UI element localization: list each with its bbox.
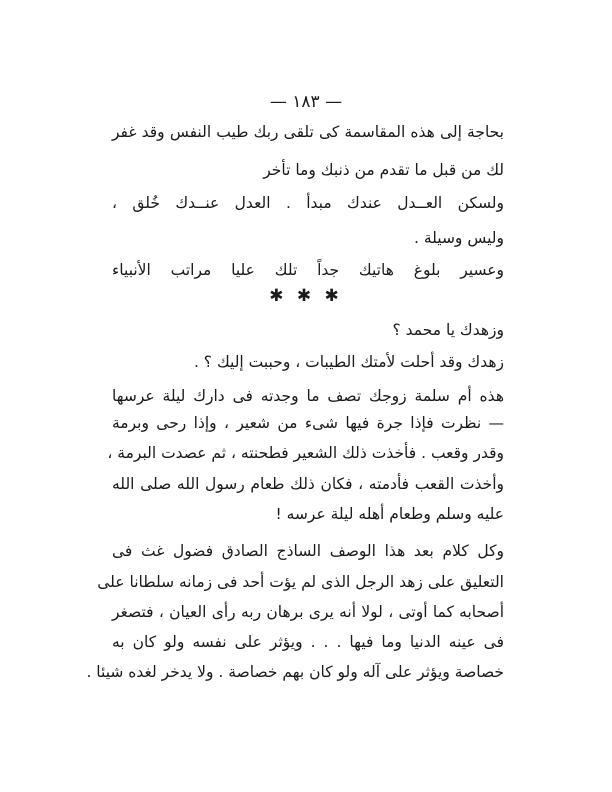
- text-line: التعليق على زهد الرجل الذى لم يؤت أحد فى زمانه سلطانا على: [97, 573, 504, 591]
- text-line: ولسكن العــدل عندك مبدأ . العدل عنــدك خُلق ،: [112, 194, 504, 212]
- section-separator: ✱ ✱ ✱: [269, 286, 343, 306]
- text-line: وأخذت القعب فأدمته ، فكان ذلك طعام رسول الله صلى الله: [112, 475, 504, 493]
- page-number: — ١٨٣ —: [269, 92, 343, 112]
- text-line: لك من قبل ما تقدم من ذنبك وما تأخر: [263, 161, 504, 179]
- text-line: وزهدك يا محمد ؟: [392, 321, 504, 339]
- text-line: فى عينه الدنيا وما فيها . . . ويؤثر على نفسه ولو كان به: [112, 633, 504, 651]
- text-line: أصحابه كما أوتى ، لولا أنه يرى برهان ربه رأى العيان ، فتصغر: [112, 603, 504, 621]
- text-line: بحاجة إلى هذه المقاسمة كى تلقى ربك طيب النفس وقد غفر: [112, 123, 504, 141]
- text-line: عليه وسلم وطعام أهله ليلة عرسه !: [275, 505, 504, 523]
- text-line: — نظرت فإذا جرة فيها شىء من شعير ، وإذا رحى وبرمة: [112, 414, 504, 432]
- text-line: وليس وسيلة .: [413, 229, 504, 247]
- text-line: وكل كلام بعد هذا الوصف الساذج الصادق فضول غث فى: [112, 542, 504, 560]
- text-line: زهدك وقد أحلت لأمتك الطيبات ، وحببت إليك ؟ .: [193, 353, 504, 371]
- text-line: وقدر وقعب . فأخذت ذلك الشعير فطحنته ، ثم عصدت البرمة ،: [107, 444, 504, 462]
- text-line: خصاصة ويؤثر على آله ولو كان بهم خصاصة . ولا يدخر لغده شيئا .: [86, 663, 504, 681]
- text-line: هذه أم سلمة زوجك تصف ما وجدته فى دارك ليلة عرسها: [112, 387, 504, 405]
- verse-line: وعسير بلوغ هاتيك جداً تلك عليا مراتب الأنبياء: [112, 261, 504, 279]
